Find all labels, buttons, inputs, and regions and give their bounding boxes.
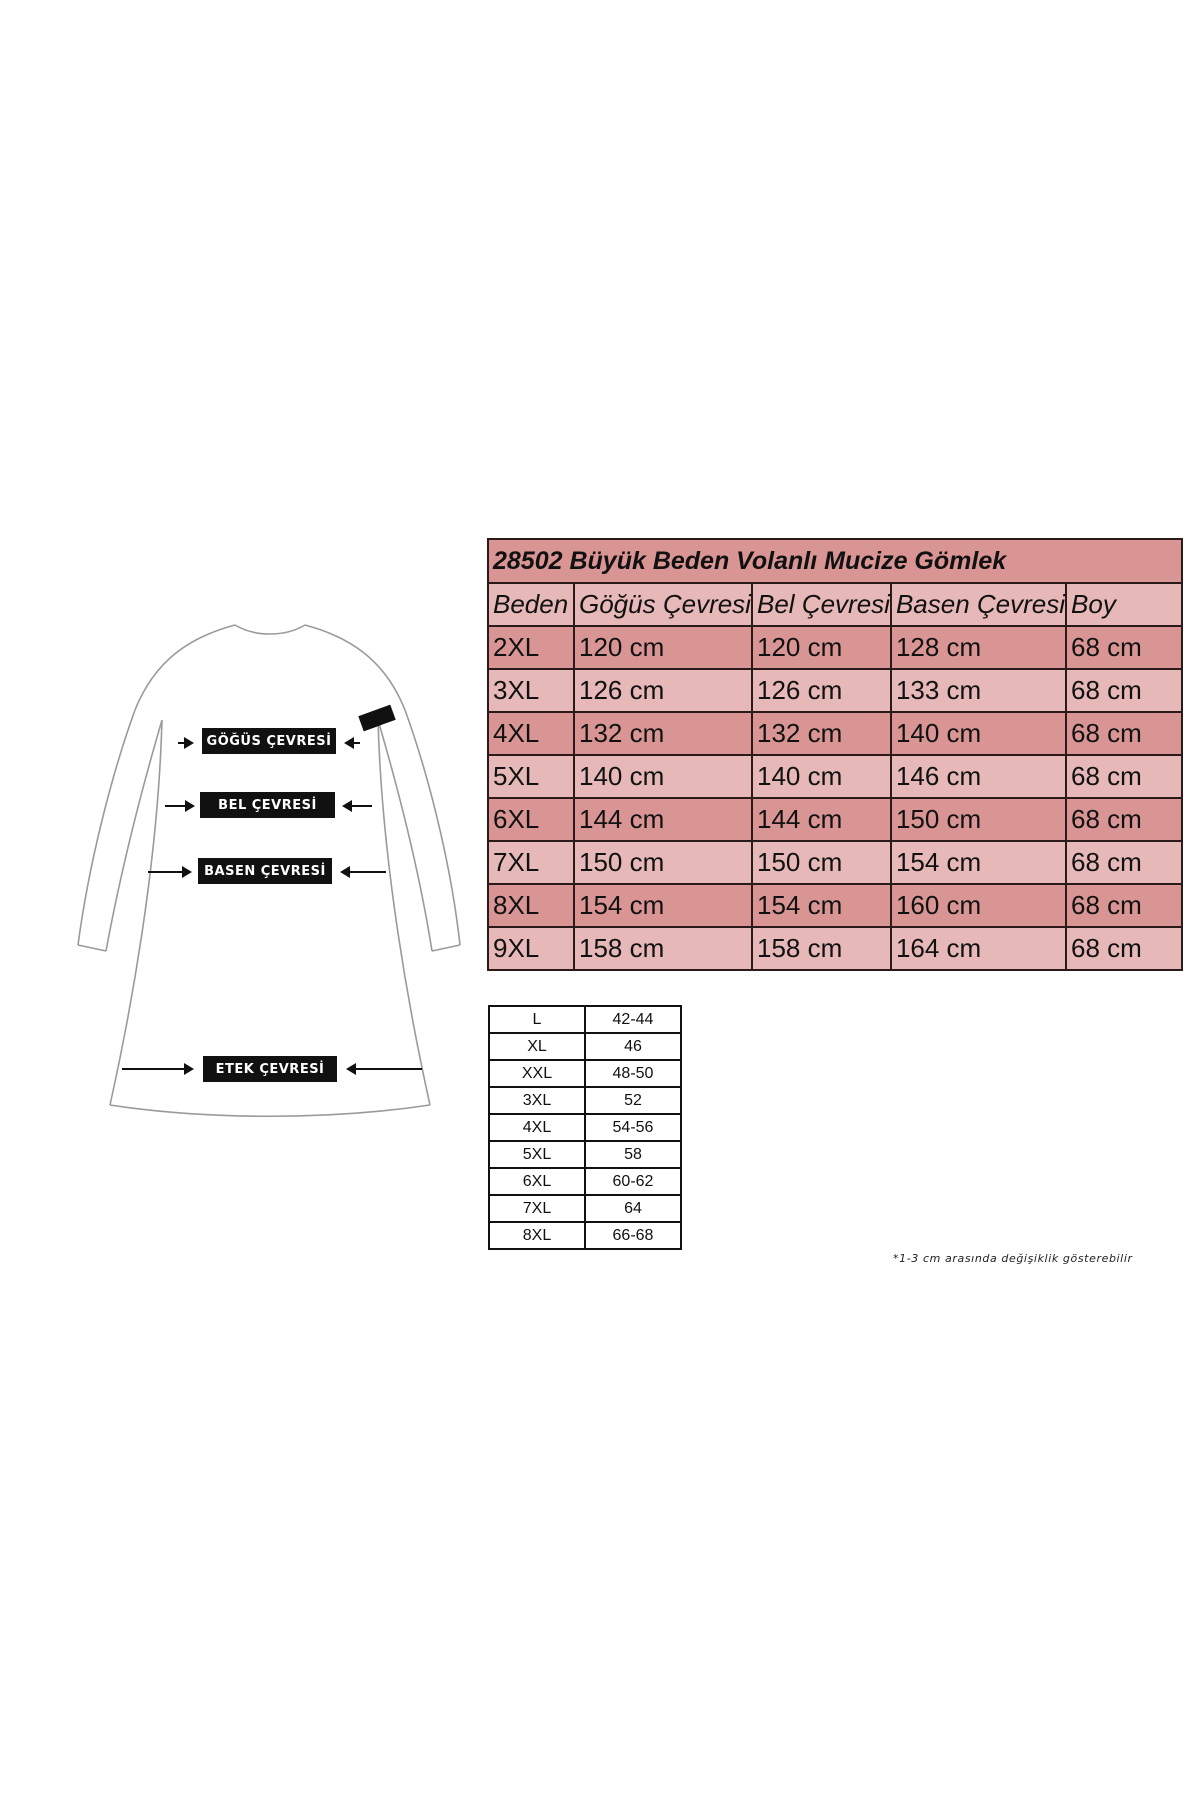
cell-length: 68 cm <box>1066 927 1182 970</box>
hem-label: ETEK ÇEVRESİ <box>203 1056 337 1082</box>
cell-letter-size: 5XL <box>489 1141 585 1168</box>
cell-length: 68 cm <box>1066 626 1182 669</box>
cell-number-size: 42-44 <box>585 1006 681 1033</box>
cell-letter-size: 6XL <box>489 1168 585 1195</box>
cell-hip: 150 cm <box>891 798 1066 841</box>
cell-chest: 140 cm <box>574 755 752 798</box>
cell-letter-size: 7XL <box>489 1195 585 1222</box>
cell-length: 68 cm <box>1066 712 1182 755</box>
cell-length: 68 cm <box>1066 841 1182 884</box>
table-row <box>489 1195 681 1222</box>
cell-waist: 126 cm <box>752 669 891 712</box>
cell-number-size: 48-50 <box>585 1060 681 1087</box>
table-row <box>488 884 1182 927</box>
cell-letter-size: 4XL <box>489 1114 585 1141</box>
cell-waist: 144 cm <box>752 798 891 841</box>
size-conversion-table <box>488 1005 682 1250</box>
chest-arrow-right <box>346 742 360 744</box>
chest-arrow-left <box>178 742 192 744</box>
table-row <box>489 1141 681 1168</box>
cell-waist: 140 cm <box>752 755 891 798</box>
cell-size: 6XL <box>488 798 574 841</box>
cell-letter-size: 8XL <box>489 1222 585 1249</box>
cell-size: 3XL <box>488 669 574 712</box>
cell-chest: 158 cm <box>574 927 752 970</box>
header-bel: Bel Çevresi <box>752 583 891 626</box>
table-row <box>488 927 1182 970</box>
cell-letter-size: L <box>489 1006 585 1033</box>
table-row <box>488 712 1182 755</box>
cell-waist: 150 cm <box>752 841 891 884</box>
cell-size: 8XL <box>488 884 574 927</box>
cell-chest: 126 cm <box>574 669 752 712</box>
cell-length: 68 cm <box>1066 669 1182 712</box>
table-row <box>489 1087 681 1114</box>
cell-chest: 150 cm <box>574 841 752 884</box>
cell-number-size: 64 <box>585 1195 681 1222</box>
cell-size: 7XL <box>488 841 574 884</box>
cell-number-size: 54-56 <box>585 1114 681 1141</box>
cell-chest: 154 cm <box>574 884 752 927</box>
cell-size: 5XL <box>488 755 574 798</box>
cell-size: 2XL <box>488 626 574 669</box>
waist-arrow-left <box>165 805 193 807</box>
cell-hip: 160 cm <box>891 884 1066 927</box>
cell-waist: 132 cm <box>752 712 891 755</box>
hem-arrow-left <box>122 1068 192 1070</box>
header-basen: Basen Çevresi <box>891 583 1066 626</box>
cell-number-size: 52 <box>585 1087 681 1114</box>
chest-label: GÖĞÜS ÇEVRESİ <box>202 728 336 754</box>
cell-letter-size: XL <box>489 1033 585 1060</box>
cell-length: 68 cm <box>1066 755 1182 798</box>
cell-chest: 120 cm <box>574 626 752 669</box>
table-row <box>489 1060 681 1087</box>
waist-arrow-right <box>344 805 372 807</box>
header-gogus: Göğüs Çevresi <box>574 583 752 626</box>
cell-hip: 140 cm <box>891 712 1066 755</box>
cell-number-size: 66-68 <box>585 1222 681 1249</box>
table-row <box>488 755 1182 798</box>
cell-number-size: 60-62 <box>585 1168 681 1195</box>
hip-label: BASEN ÇEVRESİ <box>198 858 332 884</box>
table-title: 28502 Büyük Beden Volanlı Mucize Gömlek <box>488 539 1182 583</box>
table-title-row <box>488 539 1182 583</box>
table-row <box>488 798 1182 841</box>
cell-letter-size: 3XL <box>489 1087 585 1114</box>
table-row <box>488 841 1182 884</box>
waist-label: BEL ÇEVRESİ <box>200 792 335 818</box>
cell-hip: 154 cm <box>891 841 1066 884</box>
cell-length: 68 cm <box>1066 798 1182 841</box>
cell-number-size: 58 <box>585 1141 681 1168</box>
size-table <box>487 538 1183 971</box>
cell-hip: 128 cm <box>891 626 1066 669</box>
cell-hip: 146 cm <box>891 755 1066 798</box>
cell-size: 4XL <box>488 712 574 755</box>
cell-waist: 154 cm <box>752 884 891 927</box>
hip-arrow-left <box>148 871 190 873</box>
cell-number-size: 46 <box>585 1033 681 1060</box>
cell-hip: 164 cm <box>891 927 1066 970</box>
header-boy: Boy <box>1066 583 1182 626</box>
table-row <box>489 1114 681 1141</box>
table-row <box>489 1222 681 1249</box>
table-row <box>488 626 1182 669</box>
cell-hip: 133 cm <box>891 669 1066 712</box>
table-row <box>489 1033 681 1060</box>
cell-letter-size: XXL <box>489 1060 585 1087</box>
hip-arrow-right <box>342 871 386 873</box>
table-row <box>488 669 1182 712</box>
hem-arrow-right <box>348 1068 422 1070</box>
cell-length: 68 cm <box>1066 884 1182 927</box>
cell-waist: 120 cm <box>752 626 891 669</box>
cell-waist: 158 cm <box>752 927 891 970</box>
tolerance-note: *1-3 cm arasında değişiklik gösterebilir <box>893 1252 1133 1265</box>
cell-size: 9XL <box>488 927 574 970</box>
header-beden: Beden <box>488 583 574 626</box>
cell-chest: 132 cm <box>574 712 752 755</box>
table-row <box>489 1006 681 1033</box>
cell-chest: 144 cm <box>574 798 752 841</box>
table-header-row <box>488 583 1182 626</box>
garment-illustration <box>60 615 480 1135</box>
table-row <box>489 1168 681 1195</box>
